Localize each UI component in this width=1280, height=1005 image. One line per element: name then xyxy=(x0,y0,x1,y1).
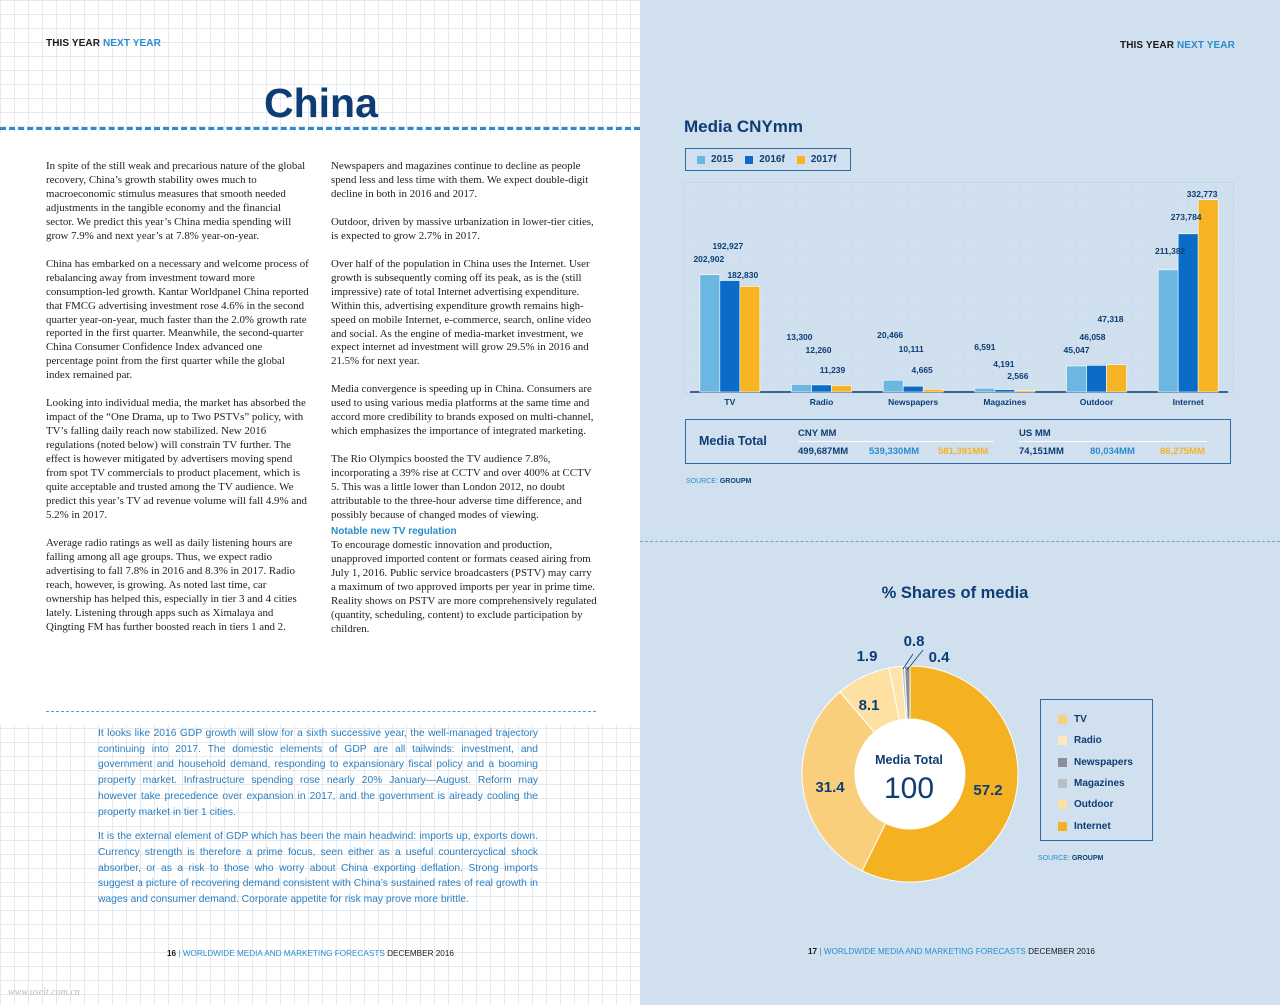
paragraph: Newspapers and magazines continue to decline as people spend less and less time with them. We expect double-digit decline in both in 2016 and 2017. xyxy=(331,160,589,200)
next-year-label: NEXT YEAR xyxy=(102,38,161,49)
bar-internet-2015 xyxy=(1158,270,1178,392)
paragraph: China has embarked on a necessary and welcome process of rebalancing away from investment toward more consumption-led growth. Kantar Worldpanel China reported that FMCG advertising investment rose 4.6% in the second quarter year-on-year, much faster than the 2.0% growth rate reported in the first quarter. Meanwhile, the second-quarter China Consumer Confidence Index advanced one percentage point from the first quarter while the global index remained par. xyxy=(46,257,309,382)
cny-2015: 499,687MM xyxy=(798,446,849,457)
legend-label: 2015 xyxy=(711,154,734,165)
media-total-label: Media Total xyxy=(699,434,767,448)
media-total-panel xyxy=(685,419,1231,464)
bar-chart xyxy=(684,182,1234,412)
legend-swatch xyxy=(745,156,753,164)
right-page xyxy=(640,0,1280,1005)
data-label: 182,830 xyxy=(727,270,759,280)
x-tick-label: Newspapers xyxy=(888,397,939,407)
section-header xyxy=(46,38,161,49)
bar-internet-2017f xyxy=(1198,200,1218,392)
cny-2017: 581,391MM xyxy=(938,446,989,457)
bar-newspapers-2016f xyxy=(903,386,923,392)
footer-separator: | xyxy=(819,947,822,956)
bar-chart-legend xyxy=(685,148,851,171)
x-tick-label: Magazines xyxy=(983,397,1027,407)
box-paragraph: It is the external element of GDP which has been the main headwind: imports up, exports down. Currency strength is therefore a prime focus, seen either as a useful countercyclical shock absorber, or as a risk to those who worry about China exporting deflation. Strong imports suggest a picture of recovering demand consistent with China’s sustained rates of real growth in wages and consumer demand. Corporate appetite for risk may prove more brittle. xyxy=(98,831,538,906)
box-paragraph: It looks like 2016 GDP growth will slow for a sixth successive year, the well-managed trajectory continuing into 2017. The domestic elements of GDP are all tailwinds: investment, and government and household demand, responding to expansionary fiscal policy and a booming property market. Infrastructure spending rose nearly 20% January—August. Reform may however take precedence over expansion in 2017, and the government is already cooling the property market in tier 1 cities. xyxy=(98,728,538,818)
page-title: China xyxy=(264,80,378,126)
legend-label: 2017f xyxy=(810,154,837,165)
legend-item xyxy=(745,154,785,165)
page-footer xyxy=(167,949,454,958)
page-footer xyxy=(808,947,1095,956)
data-label: 2,566 xyxy=(1007,371,1029,381)
bar-newspapers-2015 xyxy=(883,380,903,392)
bar-chart-source xyxy=(686,478,751,485)
legend-label: Outdoor xyxy=(1074,799,1114,811)
bar-radio-2016f xyxy=(812,385,832,392)
data-label: 47,318 xyxy=(1097,314,1124,324)
watermark: www.useit.com.cn xyxy=(8,987,80,998)
legend-item xyxy=(797,154,837,165)
paragraph: Media convergence is speeding up in China. Consumers are used to using various media platforms at the same time and accord more credibility to brands exposed on multi-channel, which emphasizes the importance of integrated marketing. xyxy=(331,383,594,438)
legend-item-internet xyxy=(1058,815,1152,836)
donut-label-magazines: 0.4 xyxy=(928,649,950,666)
donut-chart-source xyxy=(1038,855,1103,862)
paragraph: Looking into individual media, the market has absorbed the impact of the “One Drama, up to Two PSTVs” policy, with TV’s falling daily reach now stabilized. New 2016 regulations (noted below) will constrain TV further. The effect is however mitigated by advertisers moving spend from spot TV commercials to product placement, which is quite acceptable and trusted among the TV audience. We predict this year’s TV ad revenue volume will fall 4.9% and 5.2% in 2017. xyxy=(46,397,308,521)
donut-center-label: Media Total xyxy=(875,753,943,767)
data-label: 20,466 xyxy=(877,330,904,340)
cny-header: CNY MM xyxy=(798,428,837,439)
legend-item-outdoor xyxy=(1058,794,1152,815)
page-number: 17 xyxy=(808,947,818,956)
legend-swatch xyxy=(1058,736,1067,745)
donut-label-newspapers: 0.8 xyxy=(903,633,925,650)
publication-name: WORLDWIDE MEDIA AND MARKETING FORECASTS xyxy=(182,949,385,958)
data-label: 12,260 xyxy=(805,345,832,355)
data-label: 46,058 xyxy=(1079,332,1106,342)
paragraph: Average radio ratings as well as daily listening hours are falling among all age groups. Thus, we expect radio advertising to fall 7.8% in 2016 and 8.3% in 2017. Radio reach, however, is growing. As noted last time, car ownership has helped this, especially in tier 3 and 4 cities lately. Listening through apps such as Ximalaya and Qingting FM has further boosted reach in tiers 1 and 2. xyxy=(46,536,297,633)
text-column-2 xyxy=(331,160,597,651)
donut-label-radio: 1.9 xyxy=(856,648,878,665)
legend-swatch xyxy=(1058,779,1067,788)
us-2016: 80,034MM xyxy=(1090,446,1135,457)
data-label: 10,111 xyxy=(898,344,924,354)
x-tick-label: Outdoor xyxy=(1079,397,1114,407)
legend-swatch xyxy=(1058,800,1067,809)
box-divider xyxy=(46,711,596,712)
paragraph: To encourage domestic innovation and production, unapproved imported content or formats ceased airing from July 1, 2016. Public service broadcasters (PSTV) may carry a maximum of two approved imports per year in prime time. Reality shows on PSTV are more comprehensively regulated (quantity, scheduling, content) to exclude participation by children. xyxy=(331,538,597,635)
source-name: GROUPM xyxy=(719,478,752,485)
data-label: 211,382 xyxy=(1155,246,1186,256)
us-rule xyxy=(1019,441,1207,442)
us-2015: 74,151MM xyxy=(1019,446,1064,457)
data-label: 4,191 xyxy=(993,359,1015,369)
x-tick-label: Radio xyxy=(809,397,834,407)
bar-tv-2017f xyxy=(740,286,760,392)
page-number: 16 xyxy=(167,949,177,958)
donut-center-value: 100 xyxy=(883,772,935,805)
donut-chart-title: % Shares of media xyxy=(881,584,1029,602)
legend-label: Radio xyxy=(1074,735,1102,747)
bar-magazines-2015 xyxy=(975,388,995,392)
bar-magazines-2017f xyxy=(1015,391,1035,393)
data-label: 273,784 xyxy=(1170,212,1202,222)
bar-tv-2015 xyxy=(700,275,720,392)
source-prefix: SOURCE: xyxy=(686,478,718,485)
data-label: 332,773 xyxy=(1186,189,1218,199)
donut-chart xyxy=(758,620,1058,900)
legend-swatch xyxy=(1058,822,1067,831)
legend-item-magazines xyxy=(1058,773,1152,794)
section-header xyxy=(1120,40,1235,51)
text-column-1 xyxy=(46,160,311,649)
legend-item-radio xyxy=(1058,730,1152,751)
us-2017: 86,275MM xyxy=(1160,446,1205,457)
publication-date: DECEMBER 2016 xyxy=(387,949,454,958)
bar-tv-2016f xyxy=(720,281,740,392)
paragraph: The Rio Olympics boosted the TV audience 7.8%, incorporating a 39% rise at CCTV and over 400% at CCTV 5. This was a little lower than London 2012, no doubt attributable to the three-hour adverse time difference, and possibly because of changed modes of viewing. xyxy=(331,453,592,522)
donut-label-tv: 31.4 xyxy=(815,779,845,796)
cny-rule xyxy=(798,441,994,442)
this-year-label: THIS YEAR xyxy=(46,38,101,49)
bar-chart-title: Media CNYmm xyxy=(684,117,804,136)
chart-divider xyxy=(640,541,1280,542)
legend-swatch xyxy=(1058,715,1067,724)
legend-swatch xyxy=(797,156,805,164)
data-label: 13,300 xyxy=(786,332,813,342)
next-year-label: NEXT YEAR xyxy=(1176,40,1235,51)
economy-box xyxy=(98,726,538,917)
bar-outdoor-2017f xyxy=(1107,365,1127,392)
bar-magazines-2016f xyxy=(995,390,1015,392)
donut-label-internet: 57.2 xyxy=(973,782,1003,799)
bar-outdoor-2016f xyxy=(1087,365,1107,392)
data-label: 4,665 xyxy=(911,365,933,375)
data-label: 192,927 xyxy=(712,241,744,251)
bar-internet-2016f xyxy=(1178,234,1198,392)
footer-separator: | xyxy=(178,949,181,958)
cny-2016: 539,330MM xyxy=(869,446,920,457)
legend-swatch xyxy=(1058,758,1067,767)
x-tick-label: Internet xyxy=(1172,397,1204,407)
legend-label: TV xyxy=(1074,714,1087,726)
bar-radio-2015 xyxy=(792,384,812,392)
data-label: 11,239 xyxy=(819,365,846,375)
legend-label: Magazines xyxy=(1074,778,1125,790)
legend-item-newspapers xyxy=(1058,752,1152,773)
donut-legend xyxy=(1040,699,1153,841)
plot-frame xyxy=(685,183,1234,393)
title-divider xyxy=(0,127,640,130)
paragraph: Over half of the population in China uses the Internet. User growth is subsequently coming off its peak, as is the (still impressive) rate of total Internet advertising expenditure. Within this, advertising expenditure growth remains high-speed on mobile Internet, e-commerce, search, online video and social. As the engine of media-market investment, we expect internet ad investment will grow 29.5% in 2016 and 21.5% for next year. xyxy=(331,257,592,368)
legend-item-tv xyxy=(1058,709,1152,730)
legend-swatch xyxy=(697,156,705,164)
publication-date: DECEMBER 2016 xyxy=(1028,947,1095,956)
data-label: 6,591 xyxy=(974,342,996,352)
legend-item xyxy=(697,154,733,165)
bar-outdoor-2015 xyxy=(1067,366,1087,392)
bar-newspapers-2017f xyxy=(923,389,943,392)
this-year-label: THIS YEAR xyxy=(1120,40,1175,51)
paragraph: In spite of the still weak and precarious nature of the global recovery, China’s growth stability owes much to macroeconomic stimulus measures that smooth needed adjustments in the tangible economy and the financial sector. We predict this year’s China media spending will grow 7.9% and next year’s at 7.8% year-on-year. xyxy=(46,160,306,242)
legend-label: 2016f xyxy=(759,154,785,165)
data-label: 45,047 xyxy=(1063,345,1090,355)
source-name: GROUPM xyxy=(1071,855,1104,862)
us-header: US MM xyxy=(1019,428,1051,439)
subheading: Notable new TV regulation xyxy=(331,525,457,537)
legend-label: Internet xyxy=(1074,820,1111,832)
x-tick-label: TV xyxy=(724,397,736,407)
data-label: 202,902 xyxy=(693,254,725,264)
paragraph: Outdoor, driven by massive urbanization in lower-tier cities, is expected to grow 2.7% in 2017. xyxy=(331,215,594,242)
publication-name: WORLDWIDE MEDIA AND MARKETING FORECASTS xyxy=(823,947,1026,956)
bar-radio-2017f xyxy=(832,386,852,392)
source-prefix: SOURCE: xyxy=(1038,855,1070,862)
donut-label-outdoor: 8.1 xyxy=(858,697,880,714)
legend-label: Newspapers xyxy=(1074,756,1133,768)
